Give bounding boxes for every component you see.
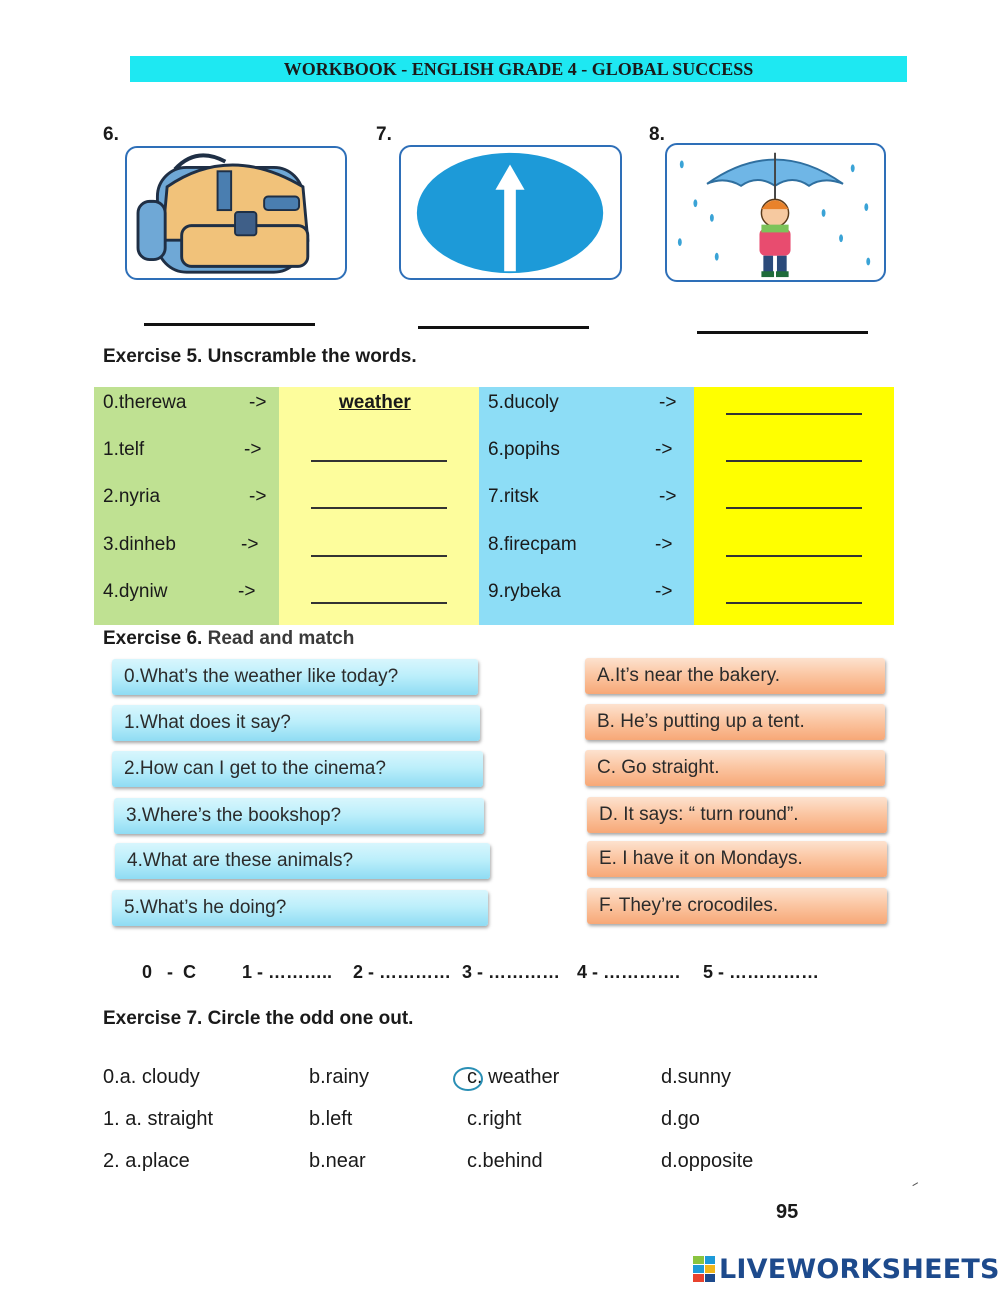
picture-number-6: 6. bbox=[103, 124, 119, 145]
arrow-2: -> bbox=[249, 486, 267, 507]
answer-box-b[interactable]: B. He’s putting up a tent. bbox=[585, 704, 885, 740]
answer-blank-5[interactable] bbox=[726, 413, 862, 415]
match-answer-2[interactable]: 2 - ………… bbox=[353, 962, 452, 982]
question-box-4[interactable]: 4.What are these animals? bbox=[115, 843, 490, 879]
boy-umbrella-rain-icon bbox=[667, 145, 884, 280]
answer-box-c[interactable]: C. Go straight. bbox=[585, 750, 885, 786]
backpack-picture bbox=[125, 146, 347, 280]
stray-mark bbox=[910, 1178, 918, 1186]
odd-row-0-option-b[interactable]: b.rainy bbox=[309, 1066, 370, 1088]
scrambled-word-4: 4.dyniw bbox=[103, 581, 168, 602]
answer-blank-1[interactable] bbox=[311, 460, 447, 462]
scrambled-word-3: 3.dinheb bbox=[103, 534, 176, 555]
arrow-7: -> bbox=[659, 486, 677, 507]
arrow-5: -> bbox=[659, 392, 677, 413]
odd-row-1-option-b[interactable]: b.left bbox=[309, 1108, 353, 1130]
answer-blank-7[interactable] bbox=[726, 507, 862, 509]
answer-blank-4[interactable] bbox=[311, 602, 447, 604]
scrambled-word-5: 5.ducoly bbox=[488, 392, 559, 413]
answer-blank-3[interactable] bbox=[311, 555, 447, 557]
exercise-5-title: Exercise 5. Unscramble the words. bbox=[103, 346, 417, 367]
arrow-8: -> bbox=[655, 534, 673, 555]
liveworksheets-logo-text: LIVEWORKSHEETS bbox=[719, 1253, 1000, 1285]
liveworksheets-logo bbox=[693, 1254, 1000, 1284]
match-answer-1[interactable]: 1 - ……….. bbox=[242, 962, 333, 982]
answer-blank-9[interactable] bbox=[726, 602, 862, 604]
arrow-0: -> bbox=[249, 392, 267, 413]
answer-box-a[interactable]: A.It’s near the bakery. bbox=[585, 658, 885, 694]
odd-row-2-option-c[interactable]: c.behind bbox=[467, 1150, 543, 1172]
answer-line-6[interactable] bbox=[144, 323, 315, 326]
picture-number-8: 8. bbox=[649, 124, 665, 145]
arrow-6: -> bbox=[655, 439, 673, 460]
go-straight-sign-icon bbox=[401, 147, 620, 278]
odd-row-1-option-a[interactable]: 1. a. straight bbox=[103, 1108, 214, 1130]
answer-blank-8[interactable] bbox=[726, 555, 862, 557]
answer-blank-6[interactable] bbox=[726, 460, 862, 462]
go-straight-sign-picture bbox=[399, 145, 622, 280]
question-box-3[interactable]: 3.Where’s the bookshop? bbox=[114, 798, 484, 834]
answer-circle-mark bbox=[453, 1067, 483, 1091]
question-box-2[interactable]: 2.How can I get to the cinema? bbox=[112, 751, 483, 787]
exercise-6-title-bold: Exercise 6. bbox=[103, 628, 203, 649]
scrambled-word-0: 0.therewa bbox=[103, 392, 187, 413]
backpack-icon bbox=[127, 148, 345, 278]
answers-column-left bbox=[279, 387, 479, 625]
boy-umbrella-picture bbox=[665, 143, 886, 282]
question-box-1[interactable]: 1.What does it say? bbox=[112, 705, 480, 741]
match-answer-4[interactable]: 4 - …………. bbox=[577, 962, 681, 982]
odd-row-0-option-d[interactable]: d.sunny bbox=[661, 1066, 732, 1088]
scrambled-word-6: 6.popihs bbox=[488, 439, 560, 460]
answer-box-e[interactable]: E. I have it on Mondays. bbox=[587, 841, 887, 877]
exercise-6-title bbox=[103, 628, 354, 650]
arrow-9: -> bbox=[655, 581, 673, 602]
answers-column-right bbox=[694, 387, 894, 625]
odd-row-2-option-d[interactable]: d.opposite bbox=[661, 1150, 754, 1172]
scrambled-word-9: 9.rybeka bbox=[488, 581, 561, 602]
answer-0: weather bbox=[339, 392, 411, 413]
question-box-0[interactable]: 0.What’s the weather like today? bbox=[112, 659, 478, 695]
odd-row-1-option-d[interactable]: d.go bbox=[661, 1108, 700, 1130]
answer-line-7[interactable] bbox=[418, 326, 589, 329]
odd-row-2-option-b[interactable]: b.near bbox=[309, 1150, 366, 1172]
question-box-5[interactable]: 5.What’s he doing? bbox=[112, 890, 488, 926]
match-answer-0: 0 - C bbox=[142, 962, 197, 982]
unscramble-table bbox=[94, 387, 894, 625]
odd-row-2-option-a[interactable]: 2. a.place bbox=[103, 1150, 190, 1172]
match-answer-5[interactable]: 5 - …………… bbox=[703, 962, 820, 982]
exercise-6-title-instruction: Read and match bbox=[207, 628, 355, 649]
answer-box-f[interactable]: F. They’re crocodiles. bbox=[587, 888, 887, 924]
odd-row-0-option-a[interactable]: 0.a. cloudy bbox=[103, 1066, 200, 1088]
answer-line-8[interactable] bbox=[697, 331, 868, 334]
arrow-3: -> bbox=[241, 534, 259, 555]
answer-blank-2[interactable] bbox=[311, 507, 447, 509]
liveworksheets-logo-icon bbox=[693, 1256, 715, 1282]
scrambled-word-8: 8.firecpam bbox=[488, 534, 577, 555]
arrow-1: -> bbox=[244, 439, 262, 460]
scrambled-word-1: 1.telf bbox=[103, 439, 145, 460]
picture-number-7: 7. bbox=[376, 124, 392, 145]
page-header-banner: WORKBOOK - ENGLISH GRADE 4 - GLOBAL SUCCESS bbox=[130, 56, 907, 82]
scrambled-word-7: 7.ritsk bbox=[488, 486, 539, 507]
odd-row-0-option-c[interactable]: c. weather bbox=[467, 1066, 560, 1088]
page-number: 95 bbox=[776, 1201, 799, 1223]
odd-row-1-option-c[interactable]: c.right bbox=[467, 1108, 522, 1130]
exercise-7-title: Exercise 7. Circle the odd one out. bbox=[103, 1008, 414, 1029]
arrow-4: -> bbox=[238, 581, 256, 602]
scrambled-word-2: 2.nyria bbox=[103, 486, 161, 507]
match-answer-3[interactable]: 3 - ………… bbox=[462, 962, 561, 982]
answer-box-d[interactable]: D. It says: “ turn round”. bbox=[587, 797, 887, 833]
